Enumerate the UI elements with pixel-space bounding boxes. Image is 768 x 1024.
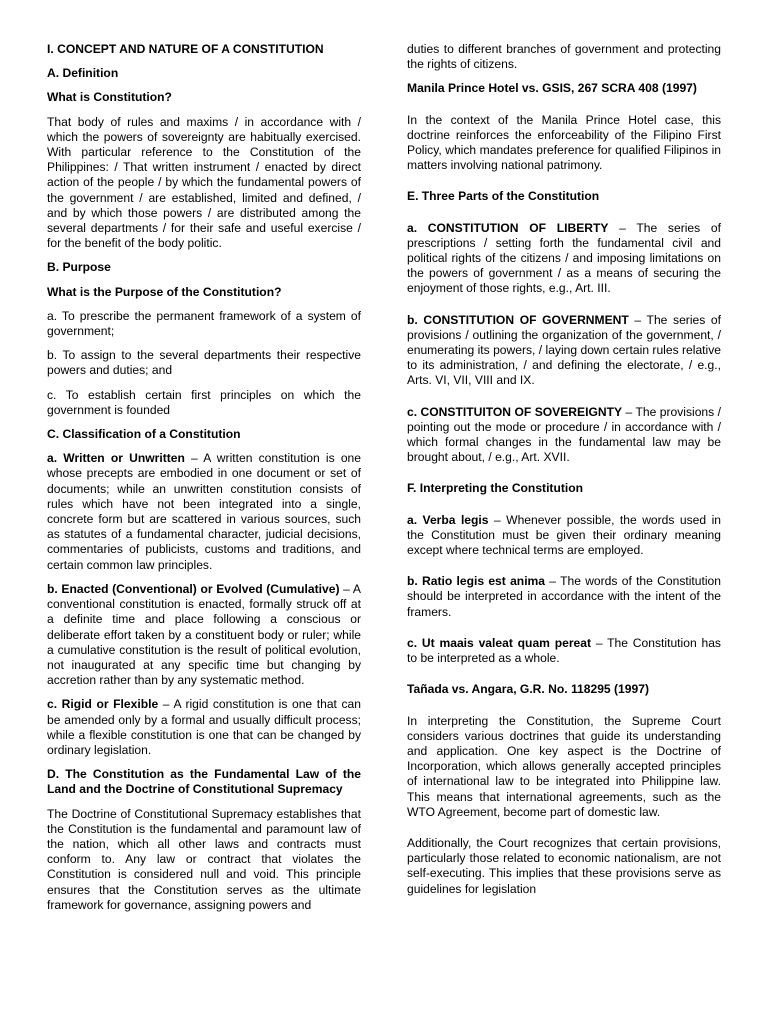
classification-c-text: – A rigid constitution is one that can be amended only by a formal and usually difficult process; while a flexible constitution is one that can be changed by ordinary legislation. [47,697,361,757]
part-b-term: b. CONSTITUTION OF GOVERNMENT [407,312,629,327]
case-paragraph-tanada-1: In interpreting the Constitution, the Supreme Court considers various doctrines that guide its understanding and application. One key aspect is the Doctrine of Incorporation, which allows generally accepted principles of international law to be integrated into Philippine law. This means that international agreements, such as the WTO Agreement, become part of domestic law. [407,713,721,819]
interpretation-item-b [407,574,721,620]
interp-a-text: – Whenever possible, the words used in the Constitution must be given their ordinary meaning except where technical terms are employed. [407,512,722,558]
section-title: I. CONCEPT AND NATURE OF A CONSTITUTION [47,42,324,56]
part-c-term: c. CONSTITUITON OF SOVEREIGNTY [407,404,623,419]
interpretation-item-a [407,513,721,559]
part-b-text: – The series of provisions / outlining the organization of the government, / enumerating its powers, / laying down certain rules relative to its administration, / and defining the electorate, / e.g., Arts. VI, VII, VIII and IX. [407,312,721,388]
heading-three-parts: E. Three Parts of the Constitution [407,189,600,204]
classification-b-text: – A conventional constitution is enacted, formally struck off at a definite time and place following a conscious or deliberate effort taken by a constituent body or ruler; while a cumulative constitution is the result of political evolution, not inaugurated at any specific time but changing by accretion rather than by any systematic method. [47,581,361,688]
heading-definition: A. Definition [47,66,119,81]
part-a-term: a. CONSTITUTION OF LIBERTY [407,220,609,235]
definition-paragraph: That body of rules and maxims / in accordance with / which the powers of sovereignty are habitually exercised. With particular reference to the Constitution of the Philippines: / That written instrument / enacted by direct action of the people / by which the fundamental powers of the government / are established, limited and defined, / and by which those powers / are distributed among the several departments / for their safe and useful exercise / for the benefit of the body politic. [47,114,361,251]
classification-item-c [47,697,361,758]
purpose-item-a: a. To prescribe the permanent framework of a system of government; [47,308,361,339]
interp-a-term: a. Verba legis [407,512,489,527]
continuation-paragraph: duties to different branches of government and protecting the rights of citizens. [407,42,721,72]
classification-item-a [47,451,361,573]
interp-c-text: – The Constitution has to be interpreted as a whole. [407,635,721,666]
question-what-is-constitution: What is Constitution? [47,90,172,105]
supremacy-paragraph: The Doctrine of Constitutional Supremacy establishes that the Constitution is the fundamental and paramount law of the nation, which all other laws and contracts must conform to. Any law or contract that violates the Constitution is considered null and void. This principle ensures that the Constitution serves as the ultimate framework for governance, assigning powers and [47,806,361,912]
question-purpose: What is the Purpose of the Constitution? [47,284,282,299]
classification-a-term: a. Written or Unwritten [47,451,185,466]
purpose-item-b: b. To assign to the several departments their respective powers and duties; and [47,348,361,378]
part-item-b [407,313,721,389]
part-item-a [407,221,721,297]
part-a-text: – The series of prescriptions / setting forth the fundamental civil and political rights of the citizens / and imposing limitations on the powers of government / as a means of securing the enjoyment of those rights, e.g., Art. III. [407,220,721,296]
heading-interpreting: F. Interpreting the Constitution [407,481,584,496]
interp-b-term: b. Ratio legis est anima [407,574,546,589]
case-title-tanada: Tañada vs. Angara, G.R. No. 118295 (1997) [407,682,649,697]
case-paragraph-tanada-2: Additionally, the Court recognizes that certain provisions, particularly those related to economic nationalism, are not self-executing. This implies that these provisions serve as guidelines for legislation [407,835,721,896]
purpose-item-c: c. To establish certain first principles on which the government is founded [47,387,361,417]
interpretation-item-c [407,636,721,666]
right-column [407,42,721,906]
classification-b-term: b. Enacted (Conventional) or Evolved (Cumulative) [47,581,340,596]
interp-c-term: c. Ut maais valeat quam pereat [407,635,592,650]
part-item-c [407,405,721,466]
part-c-text: – The provisions / pointing out the mode or procedure / in accordance with / which formal changes in the fundamental law may be brought about, / e.g., Art. XVII. [407,404,721,465]
left-column [47,42,361,922]
heading-supremacy: D. The Constitution as the Fundamental Law of the Land and the Doctrine of Constitutional Supremacy [47,767,361,797]
interp-b-text: – The words of the Constitution should be interpreted in accordance with the intent of the framers. [407,574,722,619]
case-title-manila-prince: Manila Prince Hotel vs. GSIS, 267 SCRA 408 (1997) [407,81,697,96]
heading-purpose: B. Purpose [47,260,111,275]
heading-classification: C. Classification of a Constitution [47,427,241,442]
classification-item-b [47,582,361,688]
case-paragraph-manila-prince: In the context of the Manila Prince Hotel case, this doctrine reinforces the enforceability of the Filipino First Policy, which mandates preference for qualified Filipinos in matters involving national patrimony. [407,112,721,173]
classification-a-text: – A written constitution is one whose precepts are embodied in one document or set of documents; while an unwritten constitution consists of rules which have not been integrated into a single, concrete form but are scattered in various sources, such as statutes of a fundamental character, judicial decisions, commentaries of publicists, customs and traditions, and certain common law principles. [47,451,361,572]
classification-c-term: c. Rigid or Flexible [47,697,159,712]
